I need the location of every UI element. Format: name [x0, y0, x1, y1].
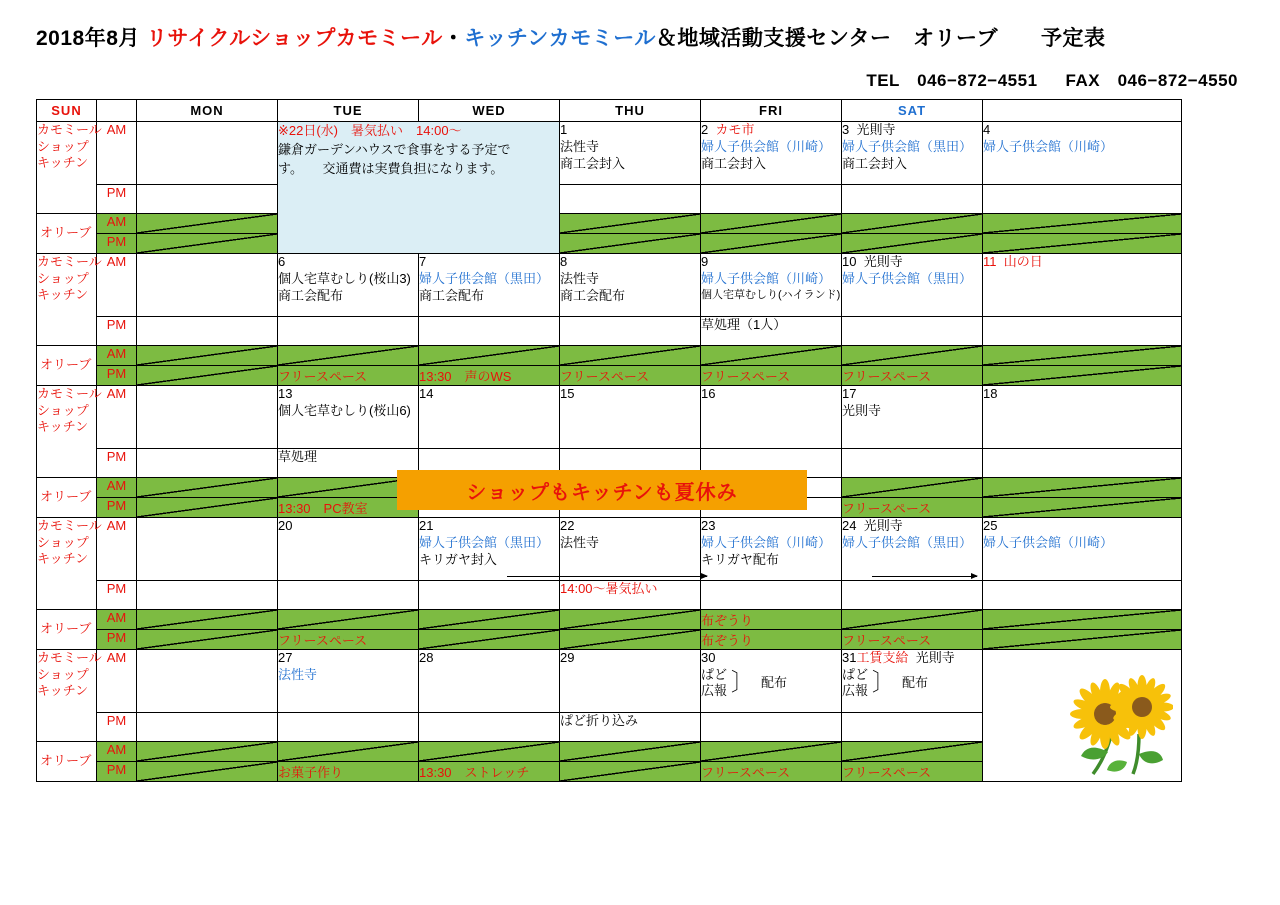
cell-sun-w3-olive-pm: [137, 498, 278, 518]
bracket-icon: 〕: [731, 668, 754, 697]
cell-sun-w1-olive-am: [137, 214, 278, 234]
cell-mon-20-am: 20: [278, 518, 419, 581]
cell-tue-07-olive-pm: 13:30 声のWS: [419, 366, 560, 386]
ampm-am: AM: [97, 610, 137, 630]
cell-wed-08-pm: [560, 317, 701, 346]
bracket-group-thu: ぱど 広報 〕 配布: [701, 666, 788, 699]
cell-wed-29-olive-am: [560, 742, 701, 762]
cell-mon-27-am: 27 法性寺: [278, 650, 419, 713]
cell-thu-30-olive-pm: フリースペース: [701, 762, 842, 782]
cell-wed-08-am: 8 法性寺 商工会配布: [560, 254, 701, 317]
table-row: [37, 234, 1182, 254]
row-label-kamomile: カモミール ショップ キッチン: [37, 650, 97, 742]
cell-wed-01-pm: [560, 185, 701, 214]
cell-mon-06-olive-pm: フリースペース: [278, 366, 419, 386]
ampm-pm: PM: [97, 713, 137, 742]
cell-sat-18-olive-pm: [983, 498, 1182, 518]
cell-sat-18-olive-am: [983, 478, 1182, 498]
cell-fri-03-am: 3 光則寺 婦人子供会館（黒田） 商工会封入: [842, 122, 983, 185]
cell-wed-22-pm: 14:00〜暑気払い: [560, 581, 701, 610]
cell-tue-07-am: 7 婦人子供会館（黒田） 商工会配布: [419, 254, 560, 317]
cell-sun-w5-olive-am: [137, 742, 278, 762]
ampm-am: AM: [97, 122, 137, 185]
bracket-group-fri: ぱど 広報 〕 配布: [842, 666, 929, 699]
ampm-pm: PM: [97, 185, 137, 214]
cell-sun-w4-pm: [137, 581, 278, 610]
table-row: [37, 518, 1182, 581]
cell-sun-w2-olive-pm: [137, 366, 278, 386]
cell-thu-23-olive-am: 布ぞうり: [701, 610, 842, 630]
cell-thu-02-pm: [701, 185, 842, 214]
row-label-olive: オリーブ: [37, 346, 97, 386]
ampm-am: AM: [97, 254, 137, 317]
cell-thu-16-am: 16: [701, 386, 842, 449]
cell-wed-01-olive-pm: [560, 234, 701, 254]
cell-tue-14-am: 14: [419, 386, 560, 449]
cell-fri-24-olive-am: [842, 610, 983, 630]
cell-thu-09-am: 9 婦人子供会館（川崎） 個人宅草むしり(ハイランド): [701, 254, 842, 317]
cell-sun-w4-olive-am: [137, 610, 278, 630]
cell-sun-w1-am: [137, 122, 278, 185]
ampm-am: AM: [97, 386, 137, 449]
col-header-wed: WED: [419, 100, 560, 122]
cell-sat-04-pm: [983, 185, 1182, 214]
cell-thu-09-olive-am: [701, 346, 842, 366]
table-row: [37, 122, 1182, 185]
col-header-fri: FRI: [701, 100, 842, 122]
ampm-am: AM: [97, 650, 137, 713]
cell-wed-29-pm: ぱど折り込み: [560, 713, 701, 742]
col-header-sun: SUN: [37, 100, 97, 122]
cell-fri-10-olive-am: [842, 346, 983, 366]
row-label-kamomile: カモミール ショップ キッチン: [37, 254, 97, 346]
cell-fri-17-pm: [842, 449, 983, 478]
col-header-sat: SAT: [842, 100, 983, 122]
cell-wed-01-am: 1 法性寺 商工会封入: [560, 122, 701, 185]
table-header-row: [37, 100, 1182, 122]
monthly-schedule-table: [36, 99, 1182, 782]
cell-sun-w3-olive-am: [137, 478, 278, 498]
row-label-olive: オリーブ: [37, 742, 97, 782]
title-month: 2018年8月: [36, 27, 140, 50]
cell-tue-28-olive-pm: 13:30 ストレッチ: [419, 762, 560, 782]
ampm-pm: PM: [97, 449, 137, 478]
cell-sun-w5-am: [137, 650, 278, 713]
title-kitchen: キッチンカモミール: [464, 27, 656, 50]
cell-fri-10-pm: [842, 317, 983, 346]
row-label-kamomile: カモミール ショップ キッチン: [37, 122, 97, 214]
cell-thu-23-pm: [701, 581, 842, 610]
cell-thu-30-am: 30 ぱど 広報 〕 配布: [701, 650, 842, 713]
cell-sat-25-olive-am: [983, 610, 1182, 630]
cell-sun-w4-am: [137, 518, 278, 581]
ampm-am: AM: [97, 214, 137, 234]
cell-mon-13-pm: 草処理: [278, 449, 419, 478]
title-rest: ＆地域活動支援センター オリーブ 予定表: [655, 27, 1106, 50]
cell-fri-17-am: 17 光則寺: [842, 386, 983, 449]
table-row: [37, 346, 1182, 366]
cell-tue-21-olive-am: [419, 610, 560, 630]
ampm-am: AM: [97, 742, 137, 762]
cell-wed-15-am: 15: [560, 386, 701, 449]
table-row: [37, 610, 1182, 630]
cell-sun-w2-olive-am: [137, 346, 278, 366]
cell-sat-25-pm: [983, 581, 1182, 610]
cell-sat-04-olive-am: [983, 214, 1182, 234]
ampm-pm: PM: [97, 762, 137, 782]
telephone-number: TEL 046−872−4551: [866, 71, 1038, 90]
summer-holiday-banner: ショップもキッチンも夏休み: [397, 470, 807, 510]
cell-sun-w4-olive-pm: [137, 630, 278, 650]
ampm-am: AM: [97, 346, 137, 366]
cell-sun-w3-pm: [137, 449, 278, 478]
cell-sun-w1-pm: [137, 185, 278, 214]
title-separator: ・: [442, 27, 465, 50]
cell-fri-24-olive-pm: フリースペース: [842, 630, 983, 650]
ampm-pm: PM: [97, 630, 137, 650]
cell-sun-w5-pm: [137, 713, 278, 742]
cell-mon-27-pm: [278, 713, 419, 742]
col-header-spacer: [97, 100, 137, 122]
cell-fri-31-olive-pm: フリースペース: [842, 762, 983, 782]
cell-wed-22-am: 22 法性寺: [560, 518, 701, 581]
cell-sat-04-olive-pm: [983, 234, 1182, 254]
cell-wed-01-olive-am: [560, 214, 701, 234]
sunflower-icon: [1053, 674, 1173, 779]
cell-wed-08-olive-pm: フリースペース: [560, 366, 701, 386]
cell-wed-22-olive-am: [560, 610, 701, 630]
cell-fri-03-olive-am: [842, 214, 983, 234]
table-row: [37, 254, 1182, 317]
cell-thu-02-olive-am: [701, 214, 842, 234]
cell-mon-06-am: 6 個人宅草むしり(桜山3) 商工会配布: [278, 254, 419, 317]
cell-fri-17-olive-am: [842, 478, 983, 498]
ampm-am: AM: [97, 518, 137, 581]
cell-thu-09-olive-pm: フリースペース: [701, 366, 842, 386]
cell-sat-18-pm: [983, 449, 1182, 478]
notice-box: ※22日(水) 暑気払い 14:00〜 鎌倉ガーデンハウスで食事をする予定で す。 交通費は実費負担になります。: [278, 122, 560, 254]
cell-sat-18-am: 18: [983, 386, 1182, 449]
cell-sun-w1-olive-pm: [137, 234, 278, 254]
row-label-kamomile: カモミール ショップ キッチン: [37, 518, 97, 610]
cell-wed-08-olive-am: [560, 346, 701, 366]
col-header-tue: TUE: [278, 100, 419, 122]
row-label-olive: オリーブ: [37, 214, 97, 254]
cell-fri-17-olive-pm: フリースペース: [842, 498, 983, 518]
table-row: [37, 366, 1182, 386]
fax-number: FAX 046−872−4550: [1065, 71, 1238, 90]
bracket-icon: 〕: [872, 668, 895, 697]
cell-mon-06-pm: [278, 317, 419, 346]
cell-wed-29-olive-pm: [560, 762, 701, 782]
page-title: [36, 22, 1244, 52]
cell-fri-31-olive-am: [842, 742, 983, 762]
ampm-pm: PM: [97, 366, 137, 386]
cell-sat-04-am: 4 婦人子供会館（川崎）: [983, 122, 1182, 185]
cell-sat-11-pm: [983, 317, 1182, 346]
cell-mon-13-am: 13 個人宅草むしり(桜山6): [278, 386, 419, 449]
col-header-thu: THU: [560, 100, 701, 122]
cell-fri-03-pm: [842, 185, 983, 214]
cell-tue-21-am: 21 婦人子供会館（黒田） キリガヤ封入: [419, 518, 560, 581]
cell-sat-11-olive-pm: [983, 366, 1182, 386]
cell-fri-10-olive-pm: フリースペース: [842, 366, 983, 386]
cell-tue-28-olive-am: [419, 742, 560, 762]
cell-sun-w2-pm: [137, 317, 278, 346]
table-row: [37, 630, 1182, 650]
cell-tue-07-olive-am: [419, 346, 560, 366]
contact-info: [36, 66, 1244, 91]
cell-fri-10-am: 10 光則寺 婦人子供会館（黒田）: [842, 254, 983, 317]
cell-tue-21-olive-pm: [419, 630, 560, 650]
cell-mon-27-olive-am: [278, 742, 419, 762]
cell-thu-23-am: 23 婦人子供会館（川崎） キリガヤ配布: [701, 518, 842, 581]
cell-mon-20-olive-am: [278, 610, 419, 630]
cell-fri-03-olive-pm: [842, 234, 983, 254]
cell-sun-w2-am: [137, 254, 278, 317]
table-row: [37, 317, 1182, 346]
cell-sun-w3-am: [137, 386, 278, 449]
cell-tue-28-pm: [419, 713, 560, 742]
row-label-olive: オリーブ: [37, 610, 97, 650]
table-row: [37, 214, 1182, 234]
cell-thu-30-pm: [701, 713, 842, 742]
cell-tue-07-pm: [419, 317, 560, 346]
row-label-kamomile: カモミール ショップ キッチン: [37, 386, 97, 478]
cell-thu-09-pm: 草処理（1人）: [701, 317, 842, 346]
cell-thu-30-olive-am: [701, 742, 842, 762]
cell-mon-27-olive-pm: お菓子作り: [278, 762, 419, 782]
cell-wed-22-olive-pm: [560, 630, 701, 650]
cell-sat-25-olive-pm: [983, 630, 1182, 650]
ampm-am: AM: [97, 478, 137, 498]
cell-sat-11-olive-am: [983, 346, 1182, 366]
row-label-olive: オリーブ: [37, 478, 97, 518]
cell-thu-02-olive-pm: [701, 234, 842, 254]
cell-sat-sunflower: [983, 650, 1182, 782]
ampm-pm: PM: [97, 581, 137, 610]
cell-tue-21-pm: [419, 581, 560, 610]
cell-thu-23-olive-pm: 布ぞうり: [701, 630, 842, 650]
cell-mon-06-olive-am: [278, 346, 419, 366]
cell-mon-20-pm: [278, 581, 419, 610]
ampm-pm: PM: [97, 498, 137, 518]
cell-fri-31-am: 31工賃支給 光則寺 ぱど 広報 〕 配布: [842, 650, 983, 713]
cell-sat-25-am: 25 婦人子供会館（川崎）: [983, 518, 1182, 581]
title-shop: リサイクルショップカモミール: [146, 27, 443, 50]
cell-mon-20-olive-pm: フリースペース: [278, 630, 419, 650]
ampm-pm: PM: [97, 234, 137, 254]
cell-thu-02-am: 2 カモ市 婦人子供会館（川崎） 商工会封入: [701, 122, 842, 185]
cell-tue-28-am: 28: [419, 650, 560, 713]
table-row: [37, 650, 1182, 713]
arrow-fujin: [872, 576, 977, 577]
ampm-pm: PM: [97, 317, 137, 346]
col-header-mon: MON: [137, 100, 278, 122]
cell-sat-11-am: 11 山の日: [983, 254, 1182, 317]
cell-mon-13-olive-pm: 13:30 PC教室: [278, 498, 419, 518]
cell-fri-24-pm: [842, 581, 983, 610]
cell-fri-24-am: 24 光則寺 婦人子供会館（黒田）: [842, 518, 983, 581]
cell-fri-31-pm: [842, 713, 983, 742]
cell-wed-29-am: 29: [560, 650, 701, 713]
cell-sun-w5-olive-pm: [137, 762, 278, 782]
table-row: [37, 581, 1182, 610]
table-row: [37, 386, 1182, 449]
table-row: [37, 185, 1182, 214]
